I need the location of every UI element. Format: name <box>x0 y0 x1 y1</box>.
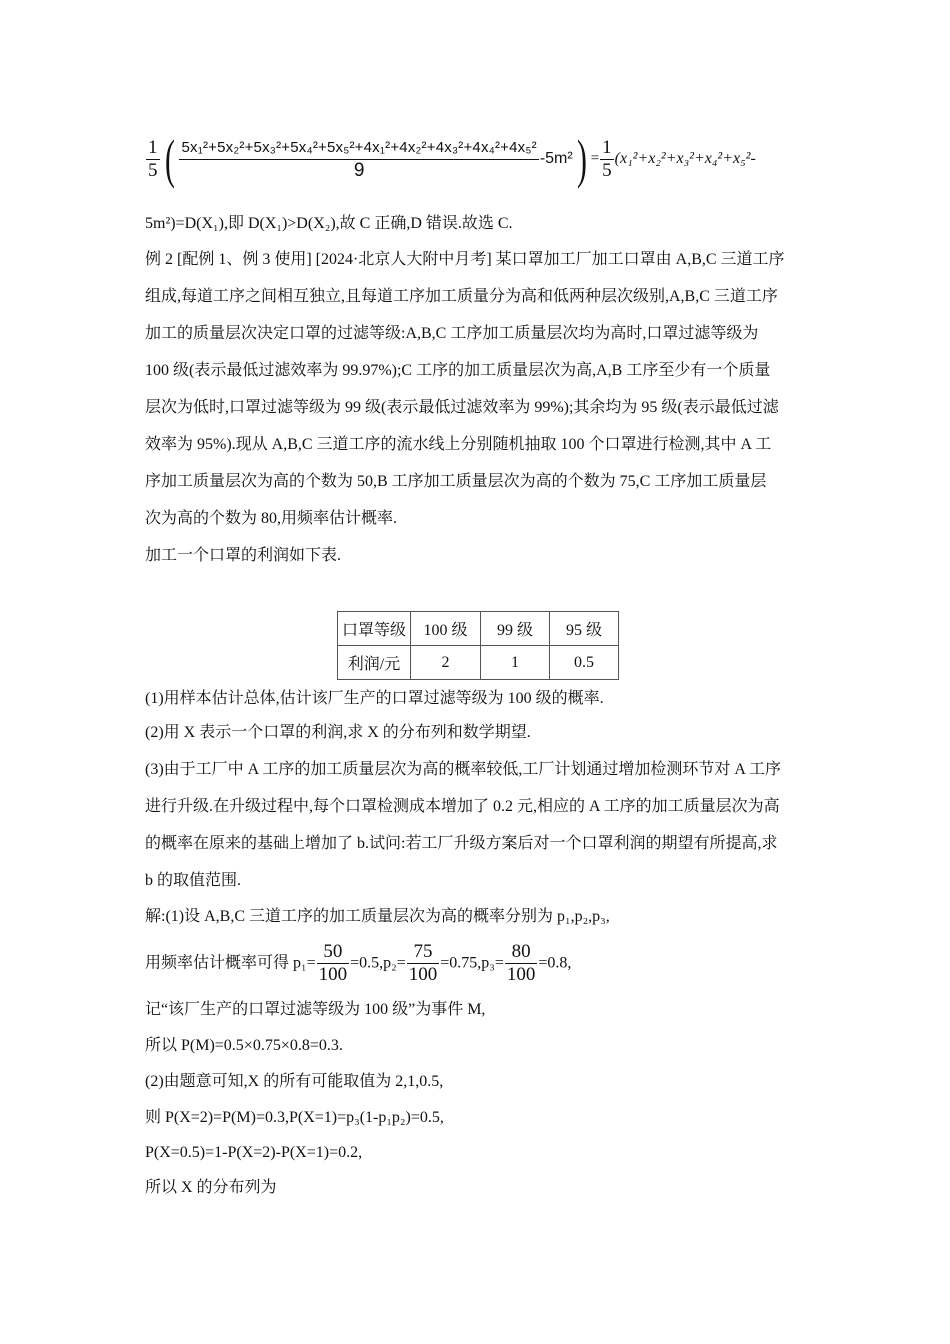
question-2: (2)用 X 表示一个口罩的利润,求 X 的分布列和数学期望. <box>145 724 531 741</box>
solution-line: 记“该厂生产的口罩过滤等级为 100 级”为事件 M, <box>145 1001 486 1018</box>
fraction-50-100: $\frac{50}{100}$ <box>318 940 348 985</box>
table-cell: 利润/元 <box>338 646 411 680</box>
solution-line: 解:(1)设 A,B,C 三道工序的加工质量层次为高的概率分别为 p₁,p₂,p₃, <box>145 908 610 925</box>
table-row <box>338 646 619 680</box>
profit-table <box>337 611 619 680</box>
table-row <box>338 612 619 646</box>
right-paren: ) <box>576 129 587 189</box>
left-paren: ( <box>164 129 175 189</box>
table-cell: 1 <box>481 646 550 680</box>
table-intro: 加工一个口罩的利润如下表. <box>145 547 342 564</box>
fraction-one-fifth: $\frac{1}{5}$ <box>148 136 158 181</box>
table-header-cell: 95 级 <box>550 612 619 646</box>
table-cell: 0.5 <box>550 646 619 680</box>
inner-fraction: $\frac{\text{5x₁²+5x₂²+5x₃²+5x₄²+5x₅²+4x₁²+4x₂²+4x₃²+4x₄²+4x₅²}}{9}$ <box>181 138 537 181</box>
problem-text-line: 加工的质量层次决定口罩的过滤等级:A,B,C 工序加工质量层次均为高时,口罩过滤等级为 <box>145 325 759 342</box>
table-header-cell: 口罩等级 <box>338 612 411 646</box>
problem-text-line: 100 级(表示最低过滤效率为 99.97%);C 工序的加工质量层次为高,A,B 工序至少有一个质量 <box>145 362 771 379</box>
solution-line: 所以 X 的分布列为 <box>145 1179 277 1196</box>
fraction-80-100: $\frac{80}{100}$ <box>506 940 536 985</box>
table-header-cell: 100 级 <box>411 612 481 646</box>
problem-text-line: 序加工质量层次为高的个数为 50,B 工序加工质量层次为高的个数为 75,C 工序加工质量层 <box>145 473 767 490</box>
problem-text-line: 组成,每道工序之间相互独立,且每道工序加工质量分为高和低两种层次级别,A,B,C 三道工序 <box>145 288 778 305</box>
question-3: (3)由于工厂中 A 工序的加工质量层次为高的概率较低,工厂计划通过增加检测环节对 A 工序 <box>145 761 782 778</box>
sum-of-squares-tail: (x₁²+x₂²+x₃²+x₄²+x₅²- <box>614 150 756 167</box>
question-3-cont: 的概率在原来的基础上增加了 b.试问:若工厂升级方案后对一个口罩利润的期望有所提高,求 <box>145 835 778 852</box>
probability-estimate: 用频率估计概率可得 p₁= $\frac{50}{100}$ =0.5,p₂= $\frac{75}{100}$ =0.75,p₃= $\frac{80}{100}$ =0.8, <box>145 940 572 985</box>
question-1: (1)用样本估计总体,估计该厂生产的口罩过滤等级为 100 级的概率. <box>145 690 604 707</box>
table-cell: 2 <box>411 646 481 680</box>
solution-line: (2)由题意可知,X 的所有可能取值为 2,1,0.5, <box>145 1073 444 1090</box>
fraction-75-100: $\frac{75}{100}$ <box>408 940 438 985</box>
problem-text-line: 效率为 95%).现从 A,B,C 三道工序的流水线上分别随机抽取 100 个口罩进行检测,其中 A 工 <box>145 436 772 453</box>
conclusion-line: 5m²)=D(X₁),即 D(X₁)>D(X₂),故 C 正确,D 错误.故选 C. <box>145 215 513 232</box>
solution-line: 所以 P(M)=0.5×0.75×0.8=0.3. <box>145 1037 343 1054</box>
solution-line: 则 P(X=2)=P(M)=0.3,P(X=1)=p₃(1-p₁p₂)=0.5, <box>145 1109 444 1126</box>
variance-formula: $\frac{1}{5}$ ( $\frac{\text{5x₁²+5x₂²+5x₃²+5x₄²+5x₅²+4x₁²+4x₂²+4x₃²+4x₄²+4x₅²}}{9}$ -5m²) = $\frac{1}{5}$ (x₁²+x₂²+x₃²+x₄²+x₅²- <box>148 129 756 189</box>
table-header-cell: 99 级 <box>481 612 550 646</box>
question-3-cont: 进行升级.在升级过程中,每个口罩检测成本增加了 0.2 元,相应的 A 工序的加工质量层次为高 <box>145 798 780 815</box>
problem-text-line: 层次为低时,口罩过滤等级为 99 级(表示最低过滤效率为 99%);其余均为 95 级(表示最低过滤 <box>145 399 779 416</box>
question-3-cont: b 的取值范围. <box>145 872 242 889</box>
problem-text-line: 次为高的个数为 80,用频率估计概率. <box>145 510 398 527</box>
fraction-one-fifth-2: $\frac{1}{5}$ <box>602 136 612 181</box>
solution-line: P(X=0.5)=1-P(X=2)-P(X=1)=0.2, <box>145 1144 363 1161</box>
minus-m-squared: -5m² <box>539 150 573 167</box>
example-header: 例 2 [配例 1、例 3 使用] [2024·北京人大附中月考] 某口罩加工厂加工口罩由 A,B,C 三道工序 <box>145 251 785 268</box>
